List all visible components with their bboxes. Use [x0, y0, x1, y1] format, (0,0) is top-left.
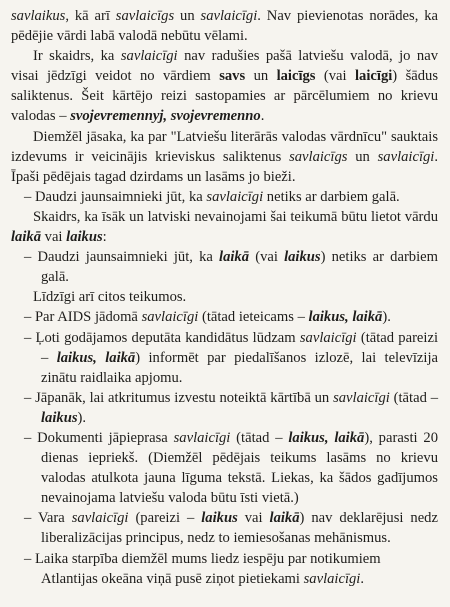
text-segment: :: [102, 229, 107, 246]
text-segment: ) šādus saliktenus. Šeit kārtējo reizi sastopamies ar pārcēlumiem no krievu valodas –: [11, 68, 438, 125]
text-segment: Skaidrs, ka īsāk un latviski nevainojami šai teikumā būtu lietot vārdu: [33, 208, 438, 225]
text-segment: – Ļoti godājamos deputāta kandidātus lūdzam: [24, 329, 300, 346]
example-item-1: [11, 247, 438, 287]
text-segment: (tātad –: [389, 389, 438, 406]
text-segment: laikus: [41, 409, 78, 426]
example-item-2: [11, 307, 438, 327]
text-segment: savs: [219, 68, 246, 85]
text-segment: .: [260, 108, 265, 125]
text-segment: un: [174, 8, 201, 24]
text-segment: savlaicīgs: [115, 8, 175, 24]
example-item-4: [11, 388, 438, 428]
text-segment: laikus, laikā: [56, 349, 136, 366]
text-segment: (vai: [315, 68, 355, 85]
paragraph-4: [11, 287, 438, 307]
text-segment: – Vara: [24, 510, 72, 527]
text-segment: ) informēt par piedalīšanos izlozē, lai televīzija zinātu raidlaika apjomu.: [41, 349, 438, 386]
text-segment: Ir skaidrs, ka: [33, 48, 121, 65]
text-segment: – Par AIDS jādomā: [24, 309, 142, 326]
text-segment: savlaicīgi: [173, 429, 231, 446]
text-segment: savlaicīgs: [289, 148, 348, 165]
text-segment: vai: [237, 510, 270, 527]
text-segment: vai: [41, 229, 67, 246]
text-segment: nav radušies pašā latviešu valodā, jo nav visai jēdzīgi veidot no vārdiem: [11, 48, 438, 85]
text-segment: – Jāpanāk, lai atkritumus izvestu noteiktā kārtībā un: [24, 389, 334, 406]
text-segment: laikā: [11, 229, 41, 246]
text-segment: savlaicīgi: [120, 48, 178, 65]
text-segment: Līdzīgi arī citos teikumos.: [33, 289, 187, 306]
text-segment: ).: [77, 409, 87, 426]
text-segment: – Daudzi jaunsaimnieki jūt, ka: [24, 249, 220, 266]
text-segment: savlaicīgi: [206, 188, 264, 205]
text-segment: Diemžēl jāsaka, ka par "Latviešu literārās valodas vārdnīcu" sauktais izdevums ir veicinājis krieviskus saliktenus: [11, 128, 438, 165]
paragraph-3: [11, 207, 438, 247]
text-segment: savlaicīgi: [200, 8, 258, 24]
text-segment: , kā arī: [65, 8, 116, 24]
text-segment: netiks ar darbiem galā.: [263, 188, 400, 205]
text-segment: ) netiks ar darbiem galā.: [41, 249, 438, 286]
example-item-3: [11, 328, 438, 388]
paragraph-2: [11, 127, 438, 187]
text-segment: savlaicīgi: [299, 329, 357, 346]
text-segment: (tātad pareizi –: [41, 329, 438, 366]
text-segment: laikus, laikā: [288, 429, 365, 446]
example-item-5: [11, 428, 438, 508]
text-segment: – Daudzi jaunsaimnieki jūt, ka: [24, 188, 207, 205]
text-segment: . Īpaši pēdējais tagad dzirdams un lasāms jo bieži.: [11, 148, 439, 185]
text-segment: laikus, laikā: [308, 309, 383, 326]
text-segment: (pareizi –: [128, 510, 202, 527]
text-segment: savlaicīgi: [333, 389, 390, 406]
text-segment: ), parasti 20 dienas iepriekš. (Diemžēl pēdējais teikums lasāms no krievu valodas atulkota jauna līguma tekstā. Liekas, ka šādos gadījumos nevainojama latviešu valoda būtu īsti vietā.): [41, 429, 439, 507]
text-segment: laicīgi: [355, 68, 393, 85]
text-segment: – Laika starpība diemžēl mums liedz iespēju par notikumiem Atlantijas okeāna viņā pusē ziņot pietiekami: [24, 550, 381, 587]
text-segment: laikus: [66, 229, 103, 246]
paragraph-0: [11, 6, 438, 46]
example-item-6: [11, 508, 438, 548]
text-segment: (vai: [249, 249, 285, 266]
text-segment: un: [245, 68, 277, 85]
text-segment: (tātad –: [230, 429, 289, 446]
text-segment: (tātad ieteicams –: [198, 309, 309, 326]
text-segment: .: [360, 570, 365, 587]
example-item-7: [11, 549, 438, 589]
text-segment: savlaicīgi: [303, 570, 361, 587]
text-segment: laikā: [219, 249, 250, 266]
text-segment: laikā: [269, 510, 300, 527]
text-segment: svojevremennyj, svojevremenno: [70, 108, 261, 125]
text-segment: ) nav deklarējusi nedz liberalizācijas principus, nedz to iemiesošanas mehānismus.: [41, 510, 438, 547]
paragraph-1: [11, 46, 438, 126]
text-segment: ).: [382, 309, 391, 326]
example-item-0: [11, 187, 438, 207]
text-segment: savlaikus: [11, 8, 66, 24]
text-segment: laikus: [201, 510, 238, 527]
text-segment: . Nav pievienotas norādes, ka pēdējie vārdi labā valodā nebūtu vēlami.: [11, 8, 439, 45]
text-segment: savlaicīgi: [377, 148, 435, 165]
text-segment: savlaicīgi: [141, 309, 199, 326]
text-segment: savlaicīgi: [71, 510, 129, 527]
text-segment: un: [347, 148, 378, 165]
text-segment: – Dokumenti jāpieprasa: [24, 429, 174, 446]
text-segment: laicīgs: [276, 68, 316, 85]
text-segment: laikus: [284, 249, 321, 266]
